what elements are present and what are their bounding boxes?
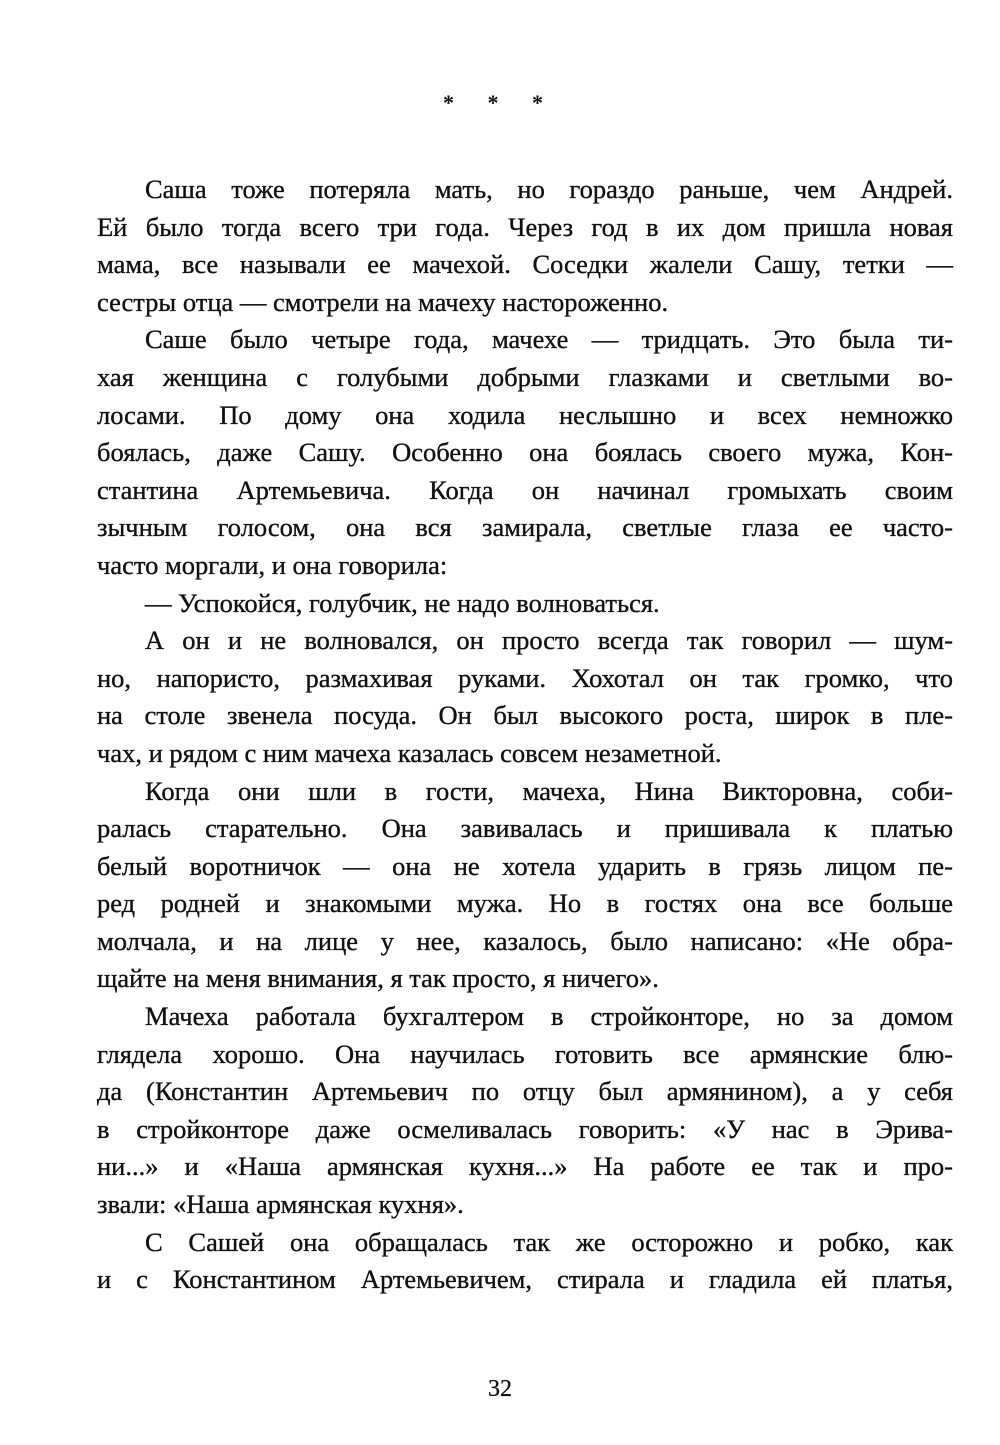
- text-line: Саше было четыре года, мачехе — тридцать. Это была ти-: [145, 324, 953, 355]
- text-line: глядела хорошо. Она научилась готовить все армянские блю-: [97, 1038, 953, 1069]
- section-separator: * * *: [443, 90, 557, 115]
- text-line: хая женщина с голубыми добрыми глазками и светлыми во-: [97, 361, 953, 392]
- text-line: ралась старательно. Она завивалась и пришивала к платью: [97, 813, 953, 844]
- page-number: 32: [488, 1376, 512, 1402]
- text-line: зычным голосом, она вся замирала, светлые глаза ее часто-: [97, 512, 953, 543]
- text-line: молчала, и на лице у нее, казалось, было написано: «Не обра-: [97, 925, 953, 956]
- text-line: стантина Артемьевича. Когда он начинал громыхать своим: [97, 474, 953, 505]
- page-body-text: [97, 171, 953, 1299]
- text-line: звали: «Наша армянская кухня».: [97, 1189, 464, 1220]
- text-line: — Успокойся, голубчик, не надо волноваться.: [145, 587, 660, 618]
- text-line: и с Константином Артемьевичем, стирала и гладила ей платья,: [97, 1264, 953, 1295]
- paragraph: [97, 1224, 953, 1299]
- text-line: Мачеха работала бухгалтером в стройконторе, но за домом: [145, 1001, 953, 1032]
- text-line: Когда они шли в гости, мачеха, Нина Викторовна, соби-: [145, 775, 953, 806]
- text-line: в стройконторе даже осмеливалась говорить: «У нас в Эрива-: [97, 1113, 953, 1144]
- text-line: чах, и рядом с ним мачеха казалась совсем незаметной.: [97, 737, 722, 768]
- text-line: на столе звенела посуда. Он был высокого роста, широк в пле-: [97, 700, 953, 731]
- paragraph: [97, 773, 953, 999]
- text-line: Ей было тогда всего три года. Через год в их дом пришла новая: [97, 211, 953, 242]
- paragraph: [97, 998, 953, 1224]
- paragraph: [97, 321, 953, 584]
- paragraph: [97, 171, 953, 321]
- text-line: Саша тоже потеряла мать, но гораздо раньше, чем Андрей.: [145, 174, 953, 204]
- paragraph: [97, 585, 953, 623]
- text-line: лосами. По дому она ходила неслышно и всех немножко: [97, 399, 953, 430]
- text-line: ред родней и знакомыми мужа. Но в гостях она все больше: [97, 888, 953, 919]
- paragraph: [97, 622, 953, 772]
- text-line: ни...» и «Наша армянская кухня...» На работе ее так и про-: [97, 1151, 953, 1182]
- text-line: но, напористо, размахивая руками. Хохотал он так громко, что: [97, 662, 953, 693]
- text-line: да (Константин Артемьевич по отцу был армянином), а у себя: [97, 1076, 953, 1107]
- text-line: мама, все называли ее мачехой. Соседки жалели Сашу, тетки —: [97, 249, 953, 280]
- text-line: С Сашей она обращалась так же осторожно и робко, как: [145, 1226, 953, 1257]
- text-line: А он и не волновался, он просто всегда так говорил — шум-: [145, 625, 953, 656]
- text-line: часто моргали, и она говорила:: [97, 549, 448, 580]
- text-line: сестры отца — смотрели на мачеху настороженно.: [97, 286, 669, 317]
- text-line: белый воротничок — она не хотела ударить в грязь лицом пе-: [97, 850, 953, 881]
- text-line: боялась, даже Сашу. Особенно она боялась своего мужа, Кон-: [97, 437, 953, 468]
- text-line: щайте на меня внимания, я так просто, я ничего».: [97, 963, 659, 994]
